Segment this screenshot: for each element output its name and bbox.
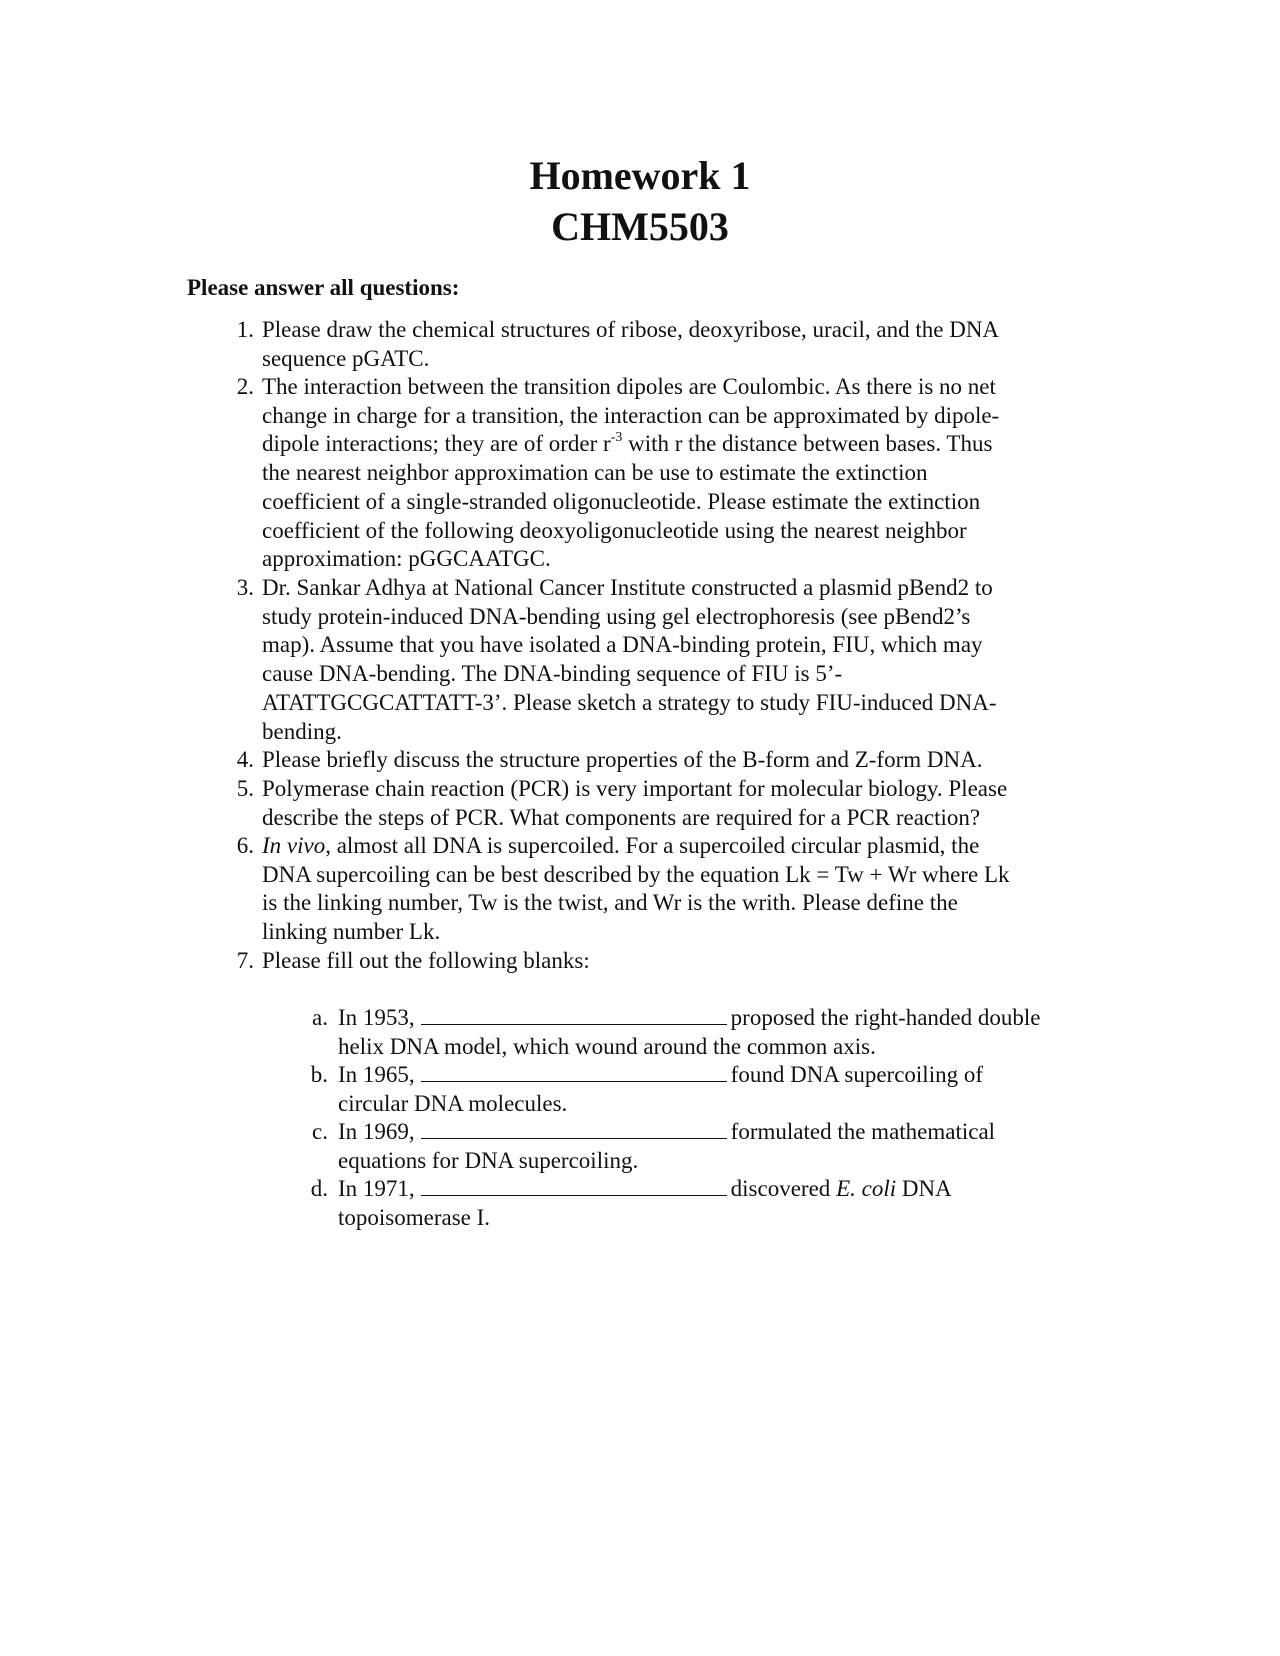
- blank-text-line: circular DNA molecules.: [338, 1090, 568, 1116]
- question-number: 3.: [236, 575, 254, 600]
- item-letter: a.: [312, 1005, 328, 1030]
- course-code: CHM5503: [551, 204, 729, 249]
- question-text-line: Please briefly discuss the structure properties of the B-form and Z-form DNA.: [262, 747, 983, 772]
- question-number: 2.: [236, 374, 254, 399]
- question-number: 4.: [236, 747, 254, 772]
- blank-text-line: equations for DNA supercoiling.: [338, 1147, 639, 1173]
- instructions-heading: Please answer all questions:: [187, 275, 460, 300]
- question-text: with r the distance between bases. Thus: [622, 431, 993, 457]
- question-text-line: describe the steps of PCR. What components are required for a PCR reaction?: [262, 804, 981, 830]
- question-text-line: coefficient of a single-stranded oligonucleotide. Please estimate the extinction: [262, 488, 981, 514]
- blank-item-a: [312, 1004, 1098, 1061]
- blank-suffix: found DNA supercoiling of: [730, 1062, 983, 1087]
- blank-item-d: [310, 1175, 1098, 1232]
- blank-text-line: [338, 1061, 1098, 1090]
- answer-blank: [421, 1063, 727, 1082]
- question-text-line: [262, 832, 1082, 861]
- blank-text-line: [338, 1004, 1098, 1033]
- question-2: [236, 373, 1082, 574]
- blank-item-c: [312, 1118, 1098, 1175]
- exponent: -3: [610, 430, 623, 446]
- question-text-line: study protein-induced DNA-bending using gel electrophoresis (see pBend2’s: [262, 603, 971, 629]
- item-letter: c.: [312, 1119, 328, 1144]
- blank-suffix: proposed the right-handed double: [730, 1005, 1041, 1030]
- blank-text-line: [338, 1175, 1098, 1204]
- italic-term: In vivo: [262, 833, 326, 858]
- blank-prefix: In 1965,: [338, 1062, 415, 1087]
- question-7: [236, 947, 1082, 976]
- question-number: 7.: [236, 948, 254, 973]
- blank-prefix: In 1969,: [338, 1119, 415, 1144]
- answer-blank: [421, 1006, 727, 1025]
- item-letter: d.: [310, 1176, 328, 1201]
- question-text-line: change in charge for a transition, the interaction can be approximated by dipole-: [262, 402, 1000, 428]
- question-text-line: bending.: [262, 718, 342, 744]
- question-4: [236, 746, 1082, 775]
- question-text-line: The interaction between the transition dipoles are Coulombic. As there is no net: [262, 374, 996, 399]
- blank-text-line: topoisomerase I.: [338, 1204, 491, 1230]
- blank-prefix: In 1953,: [338, 1005, 415, 1030]
- question-text-line: linking number Lk.: [262, 919, 441, 945]
- italic-term: E. coli: [836, 1176, 897, 1201]
- question-text-line: Polymerase chain reaction (PCR) is very important for molecular biology. Please: [262, 776, 1008, 801]
- question-text: dipole interactions; they are of order r: [262, 431, 611, 457]
- question-text-line: the nearest neighbor approximation can be use to estimate the extinction: [262, 460, 928, 486]
- answer-blank: [421, 1177, 727, 1196]
- blank-suffix: formulated the mathematical: [730, 1119, 996, 1144]
- question-text-line: is the linking number, Tw is the twist, and Wr is the writh. Please define the: [262, 890, 958, 916]
- item-letter: b.: [310, 1062, 328, 1087]
- question-text-line: Please draw the chemical structures of ribose, deoxyribose, uracil, and the DNA: [262, 317, 1000, 342]
- question-text-line: Please fill out the following blanks:: [262, 948, 590, 973]
- blank-text-line: helix DNA model, which wound around the common axis.: [338, 1033, 876, 1059]
- question-6: [236, 832, 1082, 947]
- question-text-line: ATATTGCGCATTATT-3’. Please sketch a strategy to study FIU-induced DNA-: [262, 689, 997, 715]
- question-text-line: cause DNA-bending. The DNA-binding sequence of FIU is 5’-: [262, 661, 843, 687]
- question-text-line: sequence pGATC.: [262, 345, 430, 371]
- question-text-line: coefficient of the following deoxyoligonucleotide using the nearest neighbor: [262, 517, 967, 543]
- blank-prefix: In 1971,: [338, 1176, 415, 1201]
- blank-suffix: discovered: [730, 1176, 831, 1201]
- blank-suffix: DNA: [901, 1176, 952, 1201]
- question-number: 1.: [236, 317, 254, 342]
- question-3: [236, 574, 1082, 746]
- blank-text-line: [338, 1118, 1098, 1147]
- question-text-line: DNA supercoiling can be best described by the equation Lk = Tw + Wr where Lk: [262, 861, 1010, 887]
- question-5: [236, 775, 1082, 832]
- question-text-line: Dr. Sankar Adhya at National Cancer Institute constructed a plasmid pBend2 to: [262, 575, 993, 600]
- question-text: , almost all DNA is supercoiled. For a supercoiled circular plasmid, the: [325, 833, 980, 858]
- blank-item-b: [310, 1061, 1098, 1118]
- question-number: 5.: [236, 776, 254, 801]
- question-1: [236, 316, 1082, 373]
- question-text-line: [262, 430, 1082, 459]
- question-text-line: approximation: pGGCAATGC.: [262, 546, 551, 572]
- question-number: 6.: [236, 833, 254, 858]
- question-text-line: map). Assume that you have isolated a DNA-binding protein, FIU, which may: [262, 632, 983, 658]
- page-title: Homework 1: [529, 153, 751, 198]
- answer-blank: [421, 1120, 727, 1139]
